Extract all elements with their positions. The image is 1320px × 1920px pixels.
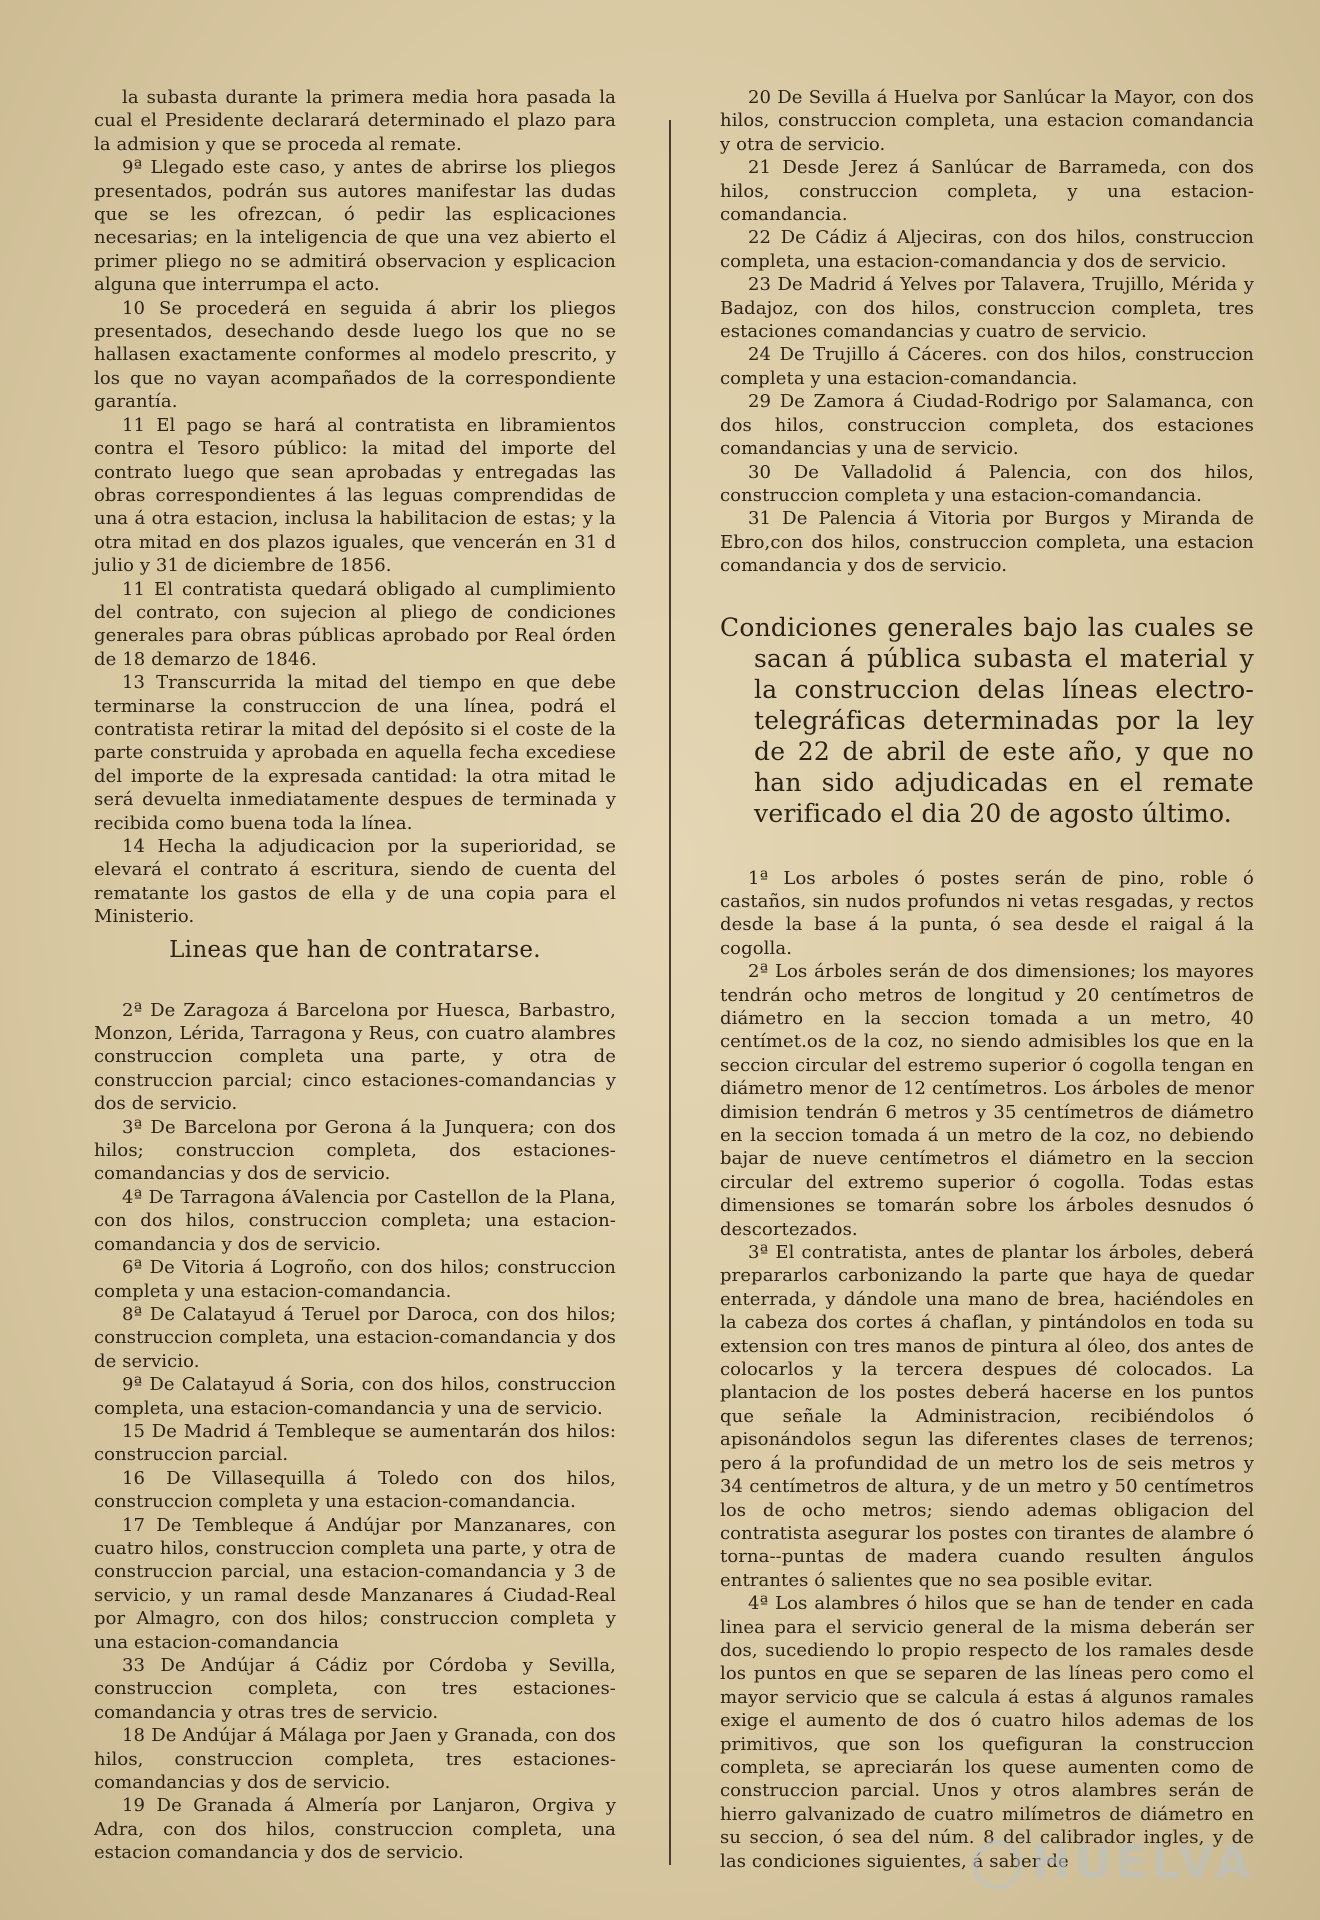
paragraph: 20 De Sevilla á Huelva por Sanlúcar la Mayor, con dos hilos, construccion completa, una estacion comandancia y otra de servicio. (720, 87, 1254, 155)
paragraph: 21 Desde Jerez á Sanlúcar de Barrameda, con dos hilos, construccion completa, y una estacion-comandancia. (720, 157, 1254, 226)
left-section-heading: Lineas que han de contratarse. (169, 936, 541, 963)
left-top-paragraphs (94, 86, 616, 929)
paragraph: 13 Transcurrida la mitad del tiempo en que debe terminarse la construccion de una línea, podrá el contratista retirar la mitad del depósito si el coste de la parte construida y aprobada en aquella fecha excediese del importe de la expresada cantidad: la otra mitad le será devuelta inmediatamente despues de terminada y recibida como buena toda la línea. (94, 672, 616, 834)
right-section-heading: Condiciones generales bajo las cuales se sacan á pública subasta el material y la construccion delas líneas electro-telegráficas determinadas por la ley de 22 de abril de este año, y que no han sido adjudicadas en el remate verificado el dia 20 de agosto último. (720, 612, 1254, 828)
paragraph: 2ª Los árboles serán de dos dimensiones; los mayores tendrán ocho metros de longitud y 20 centímetros de diámetro en la seccion tomada a un metro, 40 centímet.os de la coz, no siendo admisibles los que en la seccion circular del estremo superior ó cogolla tengan en diámetro menor de 12 centímetros. Los árboles de menor dimision tendrán 6 metros y 35 centímetros de diámetro en la seccion tomada á un metro de la coz, no debiendo bajar de nueve centímetros el diámetro en la seccion circular del extremo superior ó cogolla. Todas estas dimensiones se tomarán sobre los árboles desnudos ó descortezados. (720, 961, 1254, 1240)
paragraph: 9ª Llegado este caso, y antes de abrirse los pliegos presentados, podrán sus autores manifestar las dudas que se les ofrezcan, ó pedir las esplicaciones necesarias; en la inteligencia de que una vez abierto el primer pliego no se admitirá observacion y esplicacion alguna que interrumpa el acto. (94, 157, 616, 296)
paragraph: 15 De Madrid á Tembleque se aumentarán dos hilos: construccion parcial. (94, 1420, 616, 1466)
paragraph: 22 De Cádiz á Aljeciras, con dos hilos, construccion completa, una estacion-comandancia y dos de servicio. (720, 227, 1254, 272)
right-column (720, 86, 1254, 1873)
paragraph: 17 De Tembleque á Andújar por Manzanares, con cuatro hilos, construccion completa una parte, y otra de construccion parcial, una estacion-comandancia y 3 de servicio, y un ramal desde Manzanares á Ciudad-Real por Almagro, con dos hilos; construccion completa y una estacion-comandancia (94, 1514, 616, 1653)
paragraph: 23 De Madrid á Yelves por Talavera, Trujillo, Mérida y Badajoz, con dos hilos, construccion completa, tres estaciones comandancias y cuatro de servicio. (720, 274, 1254, 343)
paragraph: 18 De Andújar á Málaga por Jaen y Granada, con dos hilos, construccion completa, tres estaciones-comandancias y dos de servicio. (94, 1725, 616, 1794)
left-bottom-paragraphs (94, 999, 616, 1865)
paragraph: 3ª El contratista, antes de plantar los árboles, deberá prepararlos carbonizando la parte que haya de quedar enterrada, y dándole una mano de brea, haciéndoles en la cabeza dos cortes á chaflan, y pintándolos en toda su extension con tres manos de pintura al óleo, dos antes de colocarlos y la tercera despues dé colocados. La plantacion de los postes deberá hacerse en los puntos que señale la Administracion, recibiéndolos ó apisonándolos segun las diferentes clases de terrenos; pero á la profundidad de un metro los de seis metros y 34 centímetros de altura, y de un metro y 50 centímetros los de ocho metros; siendo ademas obligacion del contratista asegurar los postes con tirantes de alambre ó torna--puntas de madera cuando resulten ángulos entrantes ó salientes que no sea posible evitar. (720, 1242, 1254, 1591)
paragraph: 30 De Valladolid á Palencia, con dos hilos, construccion completa y una estacion-comandancia. (720, 461, 1254, 506)
left-column (94, 86, 616, 1865)
archive-logo-icon (972, 1840, 1022, 1890)
paragraph: 24 De Trujillo á Cáceres. con dos hilos, construccion completa y una estacion-comandancia. (720, 344, 1254, 389)
paragraph: 14 Hecha la adjudicacion por la superioridad, se elevará el contrato á escritura, siendo de cuenta del rematante los gastos de ella y de una copia para el Ministerio. (94, 836, 616, 928)
paragraph: 33 De Andújar á Cádiz por Córdoba y Sevilla, construccion completa, con tres estaciones-comandancia y otras tres de servicio. (94, 1655, 616, 1723)
watermark-text: HUELVA (1031, 1834, 1254, 1889)
paragraph: 10 Se procederá en seguida á abrir los pliegos presentados, desechando desde luego los que no se hallasen exactamente conformes al modelo prescrito, y los que no vayan acompañados de la correspondiente garantía. (94, 297, 616, 413)
paragraph: 19 De Granada á Almería por Lanjaron, Orgiva y Adra, con dos hilos, construccion completa, una estacion comandancia y dos de servicio. (94, 1795, 616, 1864)
right-bottom-paragraphs (720, 867, 1254, 1873)
paragraph: 8ª De Calatayud á Teruel por Daroca, con dos hilos; construccion completa, una estacion-comandancia y dos de servicio. (94, 1303, 616, 1372)
paragraph: 31 De Palencia á Vitoria por Burgos y Miranda de Ebro,con dos hilos, construccion completa, una estacion comandancia y dos de servicio. (720, 508, 1254, 577)
paragraph: 9ª De Calatayud á Soria, con dos hilos, construccion completa, una estacion-comandancia y una de servicio. (94, 1374, 616, 1419)
right-top-paragraphs (720, 86, 1254, 578)
paragraph: 16 De Villasequilla á Toledo con dos hilos, construccion completa y una estacion-comandancia. (94, 1467, 616, 1513)
paragraph: 6ª De Vitoria á Logroño, con dos hilos; construccion completa y una estacion-comandancia. (94, 1257, 616, 1302)
archive-watermark (972, 1835, 1254, 1891)
paragraph: 1ª Los arboles ó postes serán de pino, roble ó castaños, sin nudos profundos ni vetas resgadas, y rectos desde la base á la punta, ó sea desde el raigal á la cogolla. (720, 867, 1254, 959)
paragraph: la subasta durante la primera media hora pasada la cual el Presidente declarará determinado el plazo para la admision y que se proceda al remate. (94, 87, 616, 155)
paragraph: 3ª De Barcelona por Gerona á la Junquera; con dos hilos; construccion completa, dos estaciones-comandancias y dos de servicio. (94, 1116, 616, 1185)
paragraph: 11 El pago se hará al contratista en libramientos contra el Tesoro público: la mitad del importe del contrato luego que sean aprobadas y entregadas las obras correspondientes á las leguas comprendidas de una á otra estacion, inclusa la habilitacion de estas; y la otra mitad en dos plazos iguales, que vencerán en 31 d julio y 31 de diciembre de 1856. (94, 414, 616, 577)
paragraph: 29 De Zamora á Ciudad-Rodrigo por Salamanca, con dos hilos, construccion completa, dos estaciones comandancias y una de servicio. (720, 391, 1254, 460)
paragraph: 4ª Los alambres ó hilos que se han de tender en cada linea para el servicio general de la misma deberán ser dos, sucediendo lo propio respecto de los ramales desde los puntos en que se separen de las líneas pero como el mayor servicio que se calcula á estas á algunos ramales exige el aumento de dos ó cuatro hilos ademas de los primitivos, que son los quefiguran la construccion completa, se apreciarán los quese aumenten como de construccion parcial. Unos y otros alambres serán de hierro galvanizado de cuatro milímetros de diámetro en su seccion, ó sea del núm. 8 del calibrador ingles, y de las condiciones siguientes, á saber de (720, 1593, 1254, 1872)
paragraph: 2ª De Zaragoza á Barcelona por Huesca, Barbastro, Monzon, Lérida, Tarragona y Reus, con cuatro alambres construccion completa una parte, y otra de construccion parcial; cinco estaciones-comandancias y dos de servicio. (94, 999, 616, 1115)
column-divider (669, 120, 671, 1865)
paragraph: 11 El contratista quedará obligado al cumplimiento del contrato, con sujecion al pliego de condiciones generales para obras públicas aprobado por Real órden de 18 demarzo de 1846. (94, 578, 616, 670)
paragraph: 4ª De Tarragona áValencia por Castellon de la Plana, con dos hilos, construccion completa; una estacion-comandancia y dos de servicio. (94, 1186, 616, 1255)
